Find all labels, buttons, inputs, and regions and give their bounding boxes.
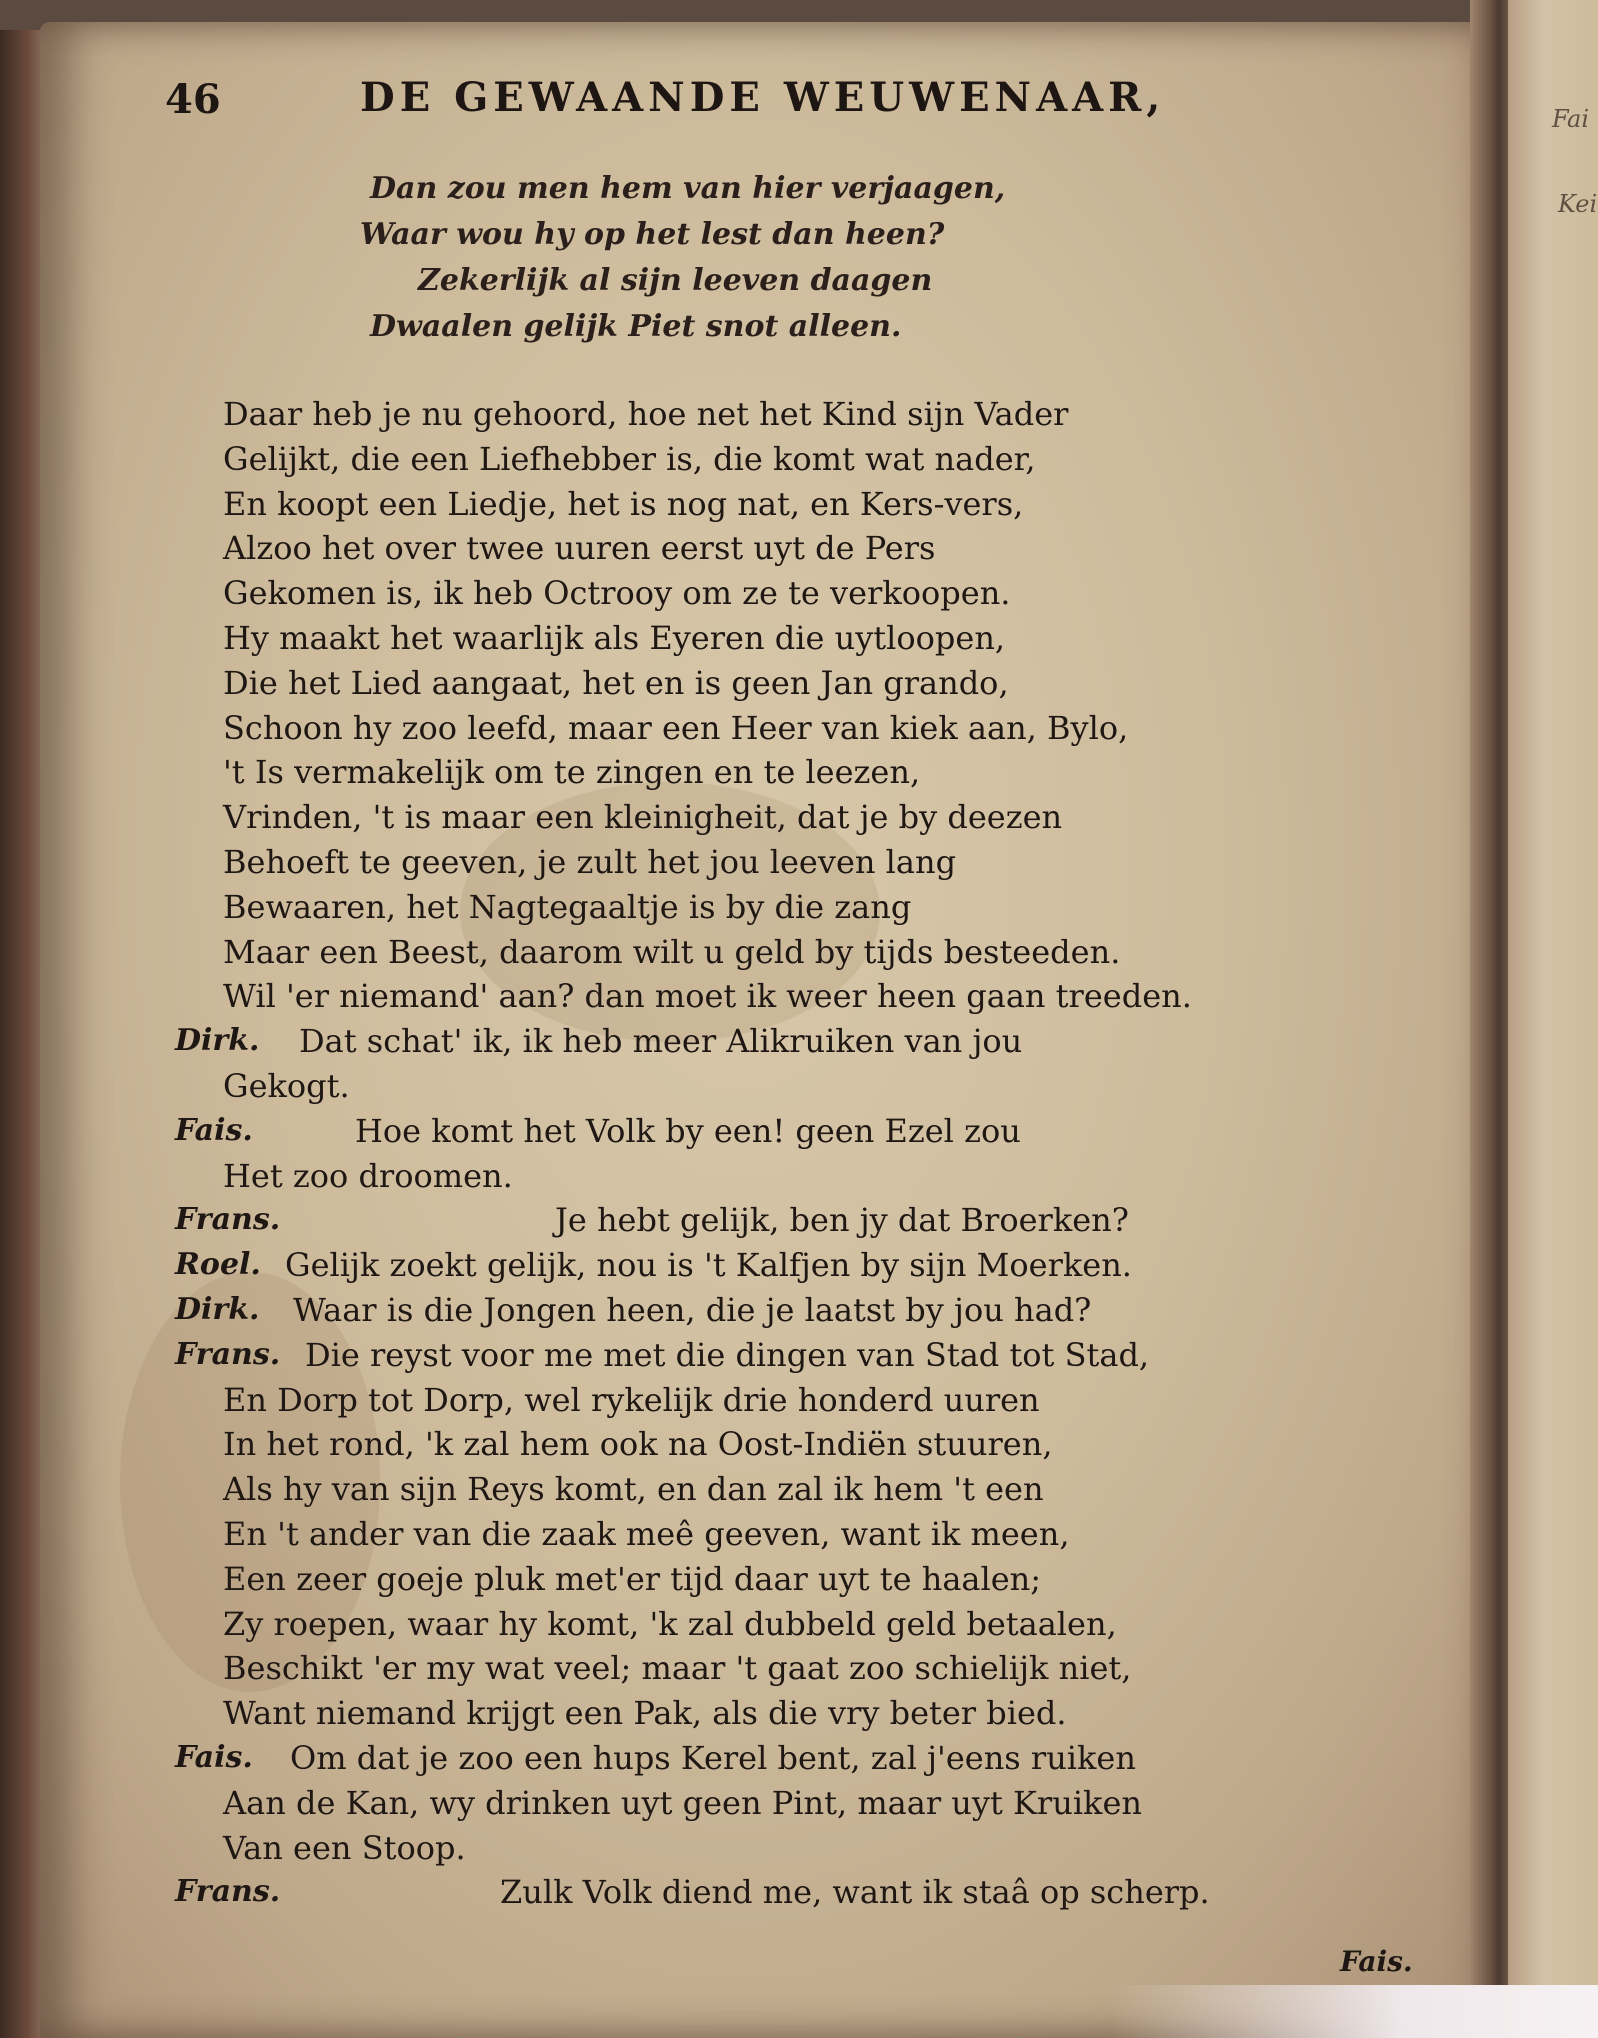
dialogue-line [175,795,1315,840]
dialogue-text-line: Zy roepen, waar hy komt, 'k zal dubbeld geld betaalen, [223,1604,1117,1643]
dialogue-line [175,1736,1315,1781]
dialogue-text-line: Je hebt gelijk, ben jy dat Broerken? [555,1201,1129,1240]
page-number: 46 [165,76,221,123]
dialogue-line [175,1870,1315,1915]
glare [1110,1985,1598,2038]
dialogue-line [175,1512,1315,1557]
dialogue-text-line: Schoon hy zoo leefd, maar een Heer van kiek aan, Bylo, [223,708,1129,747]
dialogue-text-line: Van een Stoop. [223,1828,466,1867]
dialogue-text-line: Bewaaren, het Nagtegaaltje is by die zang [223,887,912,926]
dialogue-text-line: Gekogt. [223,1066,350,1105]
dialogue-text-line: En 't ander van die zaak meê geeven, want ik meen, [223,1514,1070,1553]
dialogue-text-line: Wil 'er niemand' aan? dan moet ik weer heen gaan treeden. [223,977,1192,1016]
dialogue-text-line: Om dat je zoo een hups Kerel bent, zal j'eens ruiken [290,1738,1136,1777]
verse-line: Zekerlijk al sijn leeven daagen [418,263,933,298]
speaker-name: Frans. [175,1202,281,1238]
dialogue-text-line: En Dorp tot Dorp, wel rykelijk drie honderd uuren [223,1380,1040,1419]
dialogue-line [175,974,1315,1019]
dialogue-text-line: Een zeer goeje pluk met'er tijd daar uyt te haalen; [223,1559,1042,1598]
dialogue-text-line: Als hy van sijn Reys komt, en dan zal ik hem 't een [223,1470,1044,1509]
dialogue-line [175,661,1315,706]
dialogue-line [175,1198,1315,1243]
dialogue-text-line: Maar een Beest, daarom wilt u geld by tijds besteeden. [223,932,1121,971]
dialogue-line [175,1691,1315,1736]
dialogue-text-line: In het rond, 'k zal hem ook na Oost-Indiën stuuren, [223,1425,1053,1464]
dialogue-line [175,616,1315,661]
dialogue-text-line: En koopt een Liedje, het is nog nat, en Kers-vers, [223,484,1024,523]
dialogue-line [175,1243,1315,1288]
verse-line: Dan zou men hem van hier verjaagen, [370,171,1006,206]
dialogue-text-line: Dat schat' ik, ik heb meer Alikruiken van jou [299,1022,1023,1061]
dialogue-line [175,1109,1315,1154]
dialogue-text-line: Hoe komt het Volk by een! geen Ezel zou [355,1111,1021,1150]
dialogue-text-line: Gelijkt, die een Liefhebber is, die komt wat nader, [223,439,1036,478]
dialogue-line [175,1422,1315,1467]
dialogue-line [175,526,1315,571]
dialogue-line [175,1288,1315,1333]
verse-line: Dwaalen gelijk Piet snot alleen. [370,309,902,344]
dialogue-text-line: Waar is die Jongen heen, die je laatst by jou had? [293,1290,1092,1329]
dialogue-text-line: Hy maakt het waarlijk als Eyeren die uytloopen, [223,618,1006,657]
dialogue-text-line: Daar heb je nu gehoord, hoe net het Kind sijn Vader [223,395,1069,433]
speaker-name: Fais. [175,1112,253,1148]
dialogue-text-line: Vrinden, 't is maar een kleinigheit, dat je by deezen [223,798,1063,837]
catchword: Fais. [1340,1945,1413,1978]
facing-page-fragment: Fai [1552,105,1590,133]
dialogue-line [175,437,1315,482]
dialogue-text-line: Gelijk zoekt gelijk, nou is 't Kalfjen by sijn Moerken. [285,1246,1132,1285]
dialogue-text-line: Zulk Volk diend me, want ik staâ op scherp. [500,1873,1210,1912]
speaker-name: Dirk. [175,1291,260,1327]
dialogue-line [175,1064,1315,1109]
dialogue-text-line: 't Is vermakelijk om te zingen en te leezen, [223,753,921,792]
dialogue-text-line: Alzoo het over twee uuren eerst uyt de Pers [223,529,936,568]
dialogue-text-line: Het zoo droomen. [223,1156,513,1195]
facing-page-fragment: Kei [1558,190,1598,218]
dialogue-line [175,1602,1315,1647]
facing-page [1508,0,1598,2038]
dialogue-text-line: Beschikt 'er my wat veel; maar 't gaat zoo schielijk niet, [223,1649,1132,1688]
dialogue-line [175,1019,1315,1064]
speaker-name: Fais. [175,1739,253,1775]
dialogue-line [175,1333,1315,1378]
dialogue-text-line: Die het Lied aangaat, het en is geen Jan grando, [223,663,1009,702]
dialogue-line [175,1467,1315,1512]
running-title: DE GEWAANDE WEUWENAAR, [360,74,1166,121]
dialogue-line [175,571,1315,616]
speaker-name: Frans. [175,1336,281,1372]
page-header [165,68,1245,138]
dialogue-text-line: Want niemand krijgt een Pak, als die vry beter bied. [223,1694,1067,1733]
song-verse [360,166,1006,350]
dialogue-line [175,482,1315,527]
dialogue-line [175,930,1315,975]
dialogue-line [175,885,1315,930]
dialogue-text-line: Gekomen is, ik heb Octrooy om ze te verkoopen. [223,574,1011,613]
dialogue-line [175,1557,1315,1602]
speaker-name: Dirk. [175,1023,260,1059]
dialogue-text [175,392,1315,1915]
dialogue-line [175,840,1315,885]
dialogue-text-line: Die reyst voor me met die dingen van Stad tot Stad, [305,1335,1150,1374]
dialogue-line [175,1378,1315,1423]
dialogue-line [175,706,1315,751]
speaker-name: Roel. [175,1247,261,1283]
speaker-name: Frans. [175,1874,281,1910]
dialogue-line [175,1826,1315,1871]
dialogue-line [175,750,1315,795]
dialogue-line [175,392,1315,437]
dialogue-line [175,1154,1315,1199]
dialogue-line [175,1646,1315,1691]
dialogue-text-line: Aan de Kan, wy drinken uyt geen Pint, maar uyt Kruiken [223,1783,1142,1822]
dialogue-text-line: Behoeft te geeven, je zult het jou leeven lang [223,842,957,881]
dialogue-line [175,1781,1315,1826]
verse-line: Waar wou hy op het lest dan heen? [360,217,945,252]
